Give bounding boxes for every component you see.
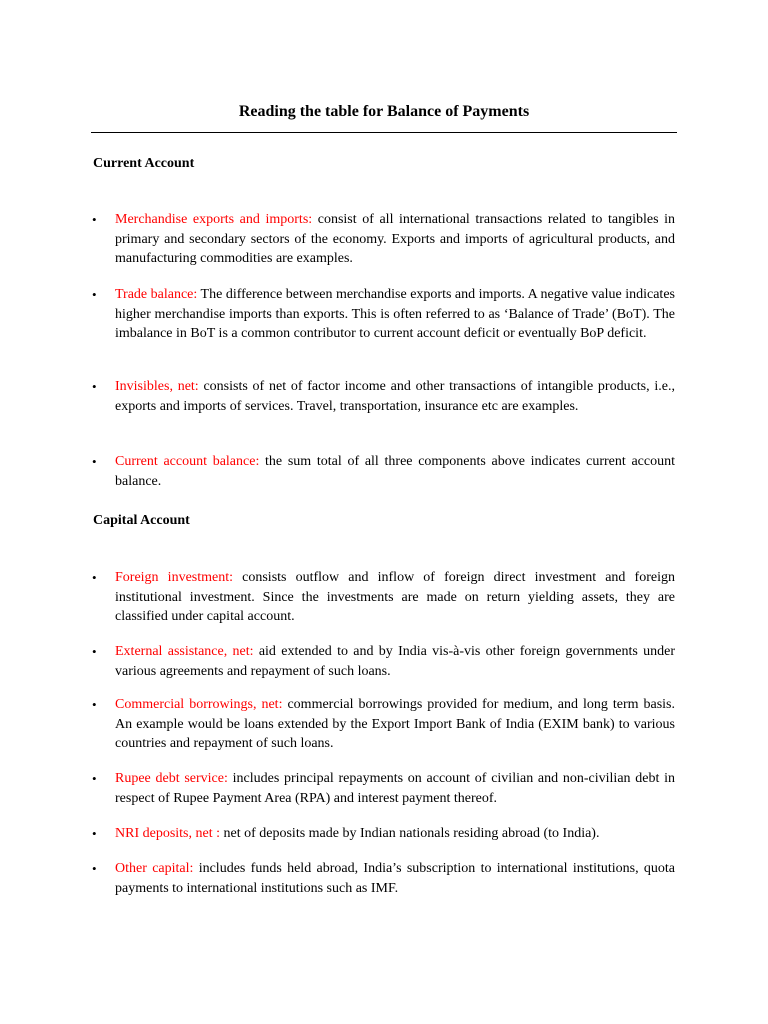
item-description: aid extended to and by India vis-à-vis other foreign governments under various agreements and repayment of such loans. <box>115 644 675 679</box>
section-heading-current-account: Current Account <box>93 156 195 171</box>
bullet-icon: • <box>92 826 97 841</box>
item-description: consists outflow and inflow of foreign direct investment and foreign institutional investment. Since the investments are made on return yielding assets, they are classified under capital account. <box>115 570 675 624</box>
item-description: consists of net of factor income and other transactions of intangible products, i.e., exports and imports of services. Travel, transportation, insurance etc are examples. <box>115 379 675 414</box>
term-label: Other capital: <box>115 861 194 876</box>
bullet-icon: • <box>92 771 97 786</box>
section-heading-capital-account: Capital Account <box>93 513 190 528</box>
item-description: net of deposits made by Indian nationals residing abroad (to India). <box>220 826 600 841</box>
term-label: Rupee debt service: <box>115 771 228 786</box>
list-item-other-capital <box>92 859 675 898</box>
list-item-invisibles <box>92 377 675 416</box>
document-title: Reading the table for Balance of Payments <box>238 103 530 120</box>
list-item-trade-balance <box>92 285 675 344</box>
bullet-icon: • <box>92 212 97 227</box>
term-label: External assistance, net: <box>115 644 254 659</box>
bullet-icon: • <box>92 287 97 302</box>
item-description: includes principal repayments on account of civilian and non-civilian debt in respect of Rupee Payment Area (RPA) and interest payment thereof. <box>115 771 676 806</box>
title-divider <box>91 132 677 133</box>
list-item-nri-deposits <box>92 824 675 844</box>
term-label: Current account balance: <box>115 454 260 469</box>
list-item-commercial-borrowings <box>92 695 675 754</box>
list-item-rupee-debt-service <box>92 769 676 808</box>
bullet-icon: • <box>92 697 97 712</box>
term-label: NRI deposits, net : <box>115 826 220 841</box>
item-description: the sum total of all three components above indicates current account balance. <box>115 454 675 489</box>
bullet-icon: • <box>92 379 97 394</box>
term-label: Commercial borrowings, net: <box>115 697 283 712</box>
term-label: Merchandise exports and imports: <box>115 212 313 227</box>
bullet-icon: • <box>92 454 97 469</box>
list-item-merchandise <box>92 210 675 269</box>
bullet-icon: • <box>92 861 97 876</box>
bullet-icon: • <box>92 644 97 659</box>
term-label: Foreign investment: <box>115 570 234 585</box>
item-description: The difference between merchandise exports and imports. A negative value indicates higher merchandise imports than exports. This is often referred to as ‘Balance of Trade’ (BoT). The imbalance in BoT is a common contributor to current account deficit or eventually BoP deficit. <box>115 287 675 341</box>
item-description: includes funds held abroad, India’s subscription to international institutions, quota payments to international institutions such as IMF. <box>115 861 675 896</box>
list-item-foreign-investment <box>92 568 675 627</box>
list-item-current-account-balance <box>92 452 675 491</box>
item-description: consist of all international transactions related to tangibles in primary and secondary sectors of the economy. Exports and imports of agricultural products, and manufacturing commodities are examples. <box>115 212 675 266</box>
term-label: Invisibles, net: <box>115 379 199 394</box>
bullet-icon: • <box>92 570 97 585</box>
term-label: Trade balance: <box>115 287 198 302</box>
list-item-external-assistance <box>92 642 675 681</box>
item-description: commercial borrowings provided for medium, and long term basis. An example would be loans extended by the Export Import Bank of India (EXIM bank) to various countries and repayment of such loans. <box>115 697 675 751</box>
